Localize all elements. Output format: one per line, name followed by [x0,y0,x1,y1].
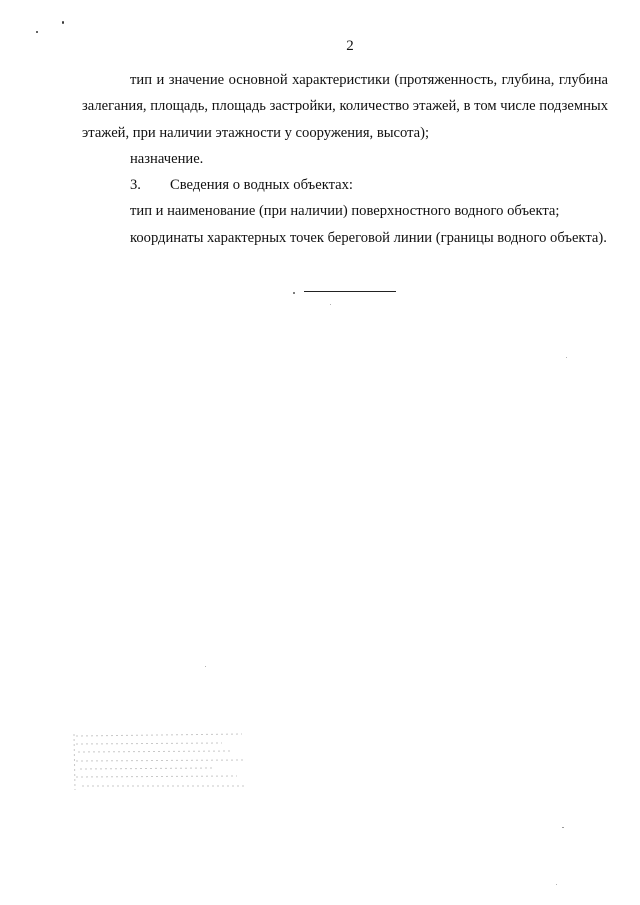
scan-speck [556,884,557,885]
section-number: 3. [130,177,141,194]
scan-speck [562,827,564,828]
water-body-type-paragraph: тип и наименование (при наличии) поверхностного водного объекта; [130,203,560,220]
coordinates-paragraph: координаты характерных точек береговой линии (границы водного объекта). [130,229,607,246]
faint-stamp-mark [72,730,250,796]
section-title: Сведения о водных объектах: [170,177,353,194]
purpose-paragraph: назначение. [130,150,204,167]
scan-speck [62,21,64,24]
scan-speck [293,292,295,294]
characteristic-paragraph: тип и значение основной характеристики (протяженность, глубина, глубина залегания, площадь, площадь застройки, количество этажей, в том числе подземных этажей, при наличии этажности у сооружения, высота); [82,72,608,141]
scan-speck [330,304,331,305]
section-heading [82,172,608,198]
scan-speck [566,357,567,358]
end-of-text-rule [304,291,396,292]
page-number: 2 [346,38,354,54]
scan-speck [36,31,38,33]
document-body [82,67,608,251]
scan-speck [205,666,206,667]
